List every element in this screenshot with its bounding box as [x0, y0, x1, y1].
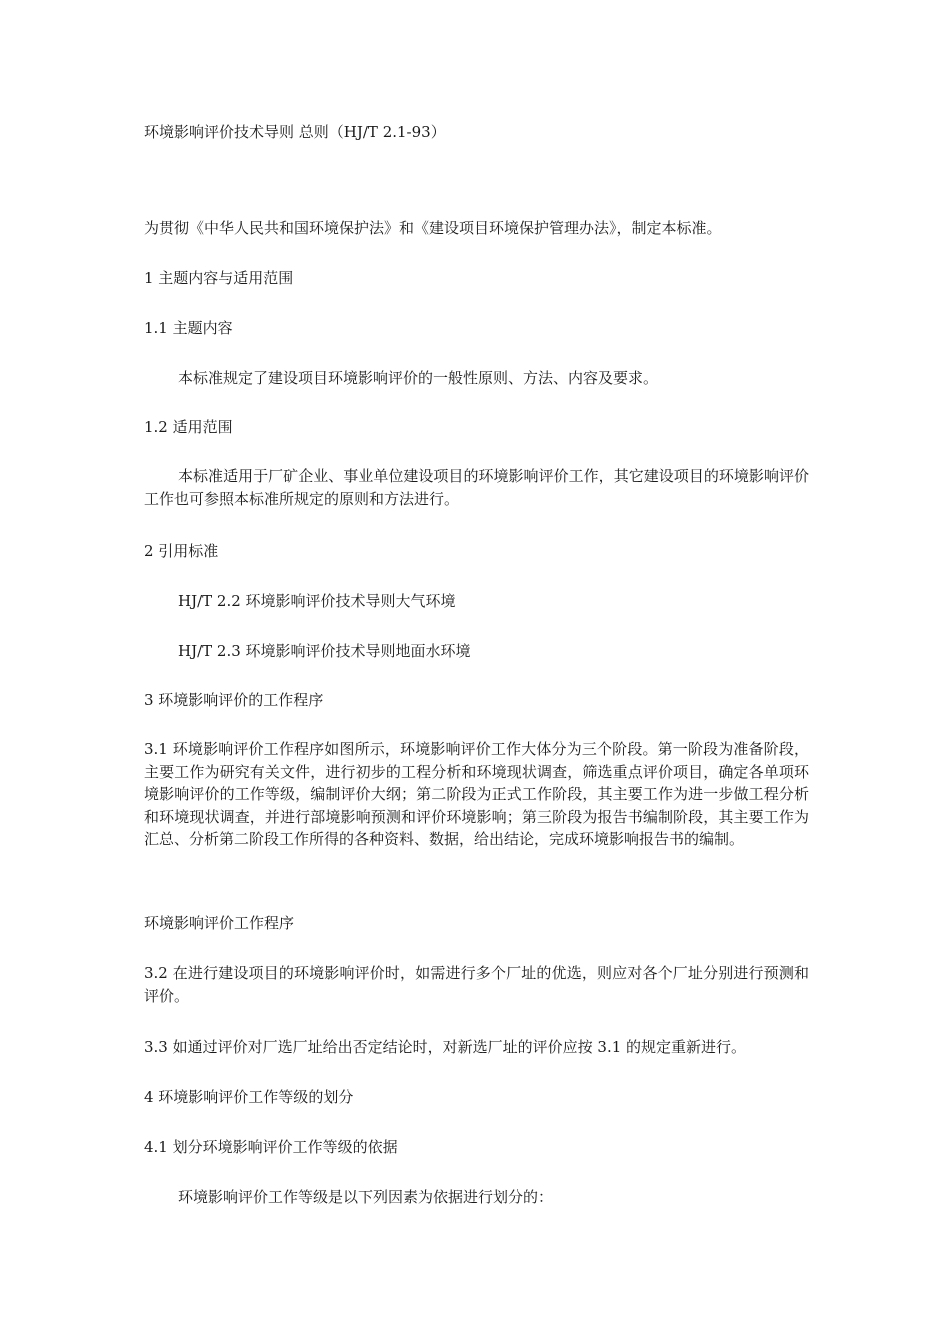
section-1-1-heading: 1.1 主题内容: [144, 319, 233, 337]
section-4-1-heading: 4.1 划分环境影响评价工作等级的依据: [144, 1138, 398, 1156]
section-1-1-body: 本标准规定了建设项目环境影响评价的一般性原则、方法、内容及要求。: [178, 369, 659, 387]
reference-hjt-2-2: HJ/T 2.2 环境影响评价技术导则大气环境: [178, 592, 456, 610]
section-3-2-body: 3.2 在进行建设项目的环境影响评价时，如需进行多个厂址的优选，则应对各个厂址分别进行预测和评价。: [144, 964, 809, 1005]
section-4-heading: 4 环境影响评价工作等级的划分: [144, 1088, 354, 1106]
reference-hjt-2-3: HJ/T 2.3 环境影响评价技术导则地面水环境: [178, 642, 471, 660]
section-1-heading: 1 主题内容与适用范围: [144, 269, 294, 287]
document-title: 环境影响评价技术导则 总则（HJ/T 2.1-93）: [144, 123, 446, 141]
section-3-3-body: 3.3 如通过评价对厂选厂址给出否定结论时，对新选厂址的评价应按 3.1 的规定重新进行。: [144, 1038, 747, 1056]
section-3-1-body: 3.1 环境影响评价工作程序如图所示，环境影响评价工作大体分为三个阶段。第一阶段为准备阶段，主要工作为研究有关文件，进行初步的工程分析和环境现状调查，筛选重点评价项目，确定各单项环境影响评价的工作等级，编制评价大纲；第二阶段为正式工作阶段，其主要工作为进一步做工程分析和环境现状调查，并进行部境影响预测和评价环境影响；第三阶段为报告书编制阶段，其主要工作为汇总、分析第二阶段工作所得的各种资料、数据，给出结论，完成环境影响报告书的编制。: [144, 740, 809, 848]
preamble-paragraph: 为贯彻《中华人民共和国环境保护法》和《建设项目环境保护管理办法》，制定本标准。: [144, 219, 722, 237]
section-1-2-body: 本标准适用于厂矿企业、事业单位建设项目的环境影响评价工作，其它建设项目的环境影响评价工作也可参照本标准所规定的原则和方法进行。: [144, 467, 809, 508]
figure-caption: 环境影响评价工作程序: [144, 914, 295, 932]
section-2-heading: 2 引用标准: [144, 542, 219, 560]
section-3-heading: 3 环境影响评价的工作程序: [144, 691, 324, 709]
section-4-1-body: 环境影响评价工作等级是以下列因素为依据进行划分的：: [178, 1188, 554, 1206]
section-1-2-heading: 1.2 适用范围: [144, 418, 233, 436]
